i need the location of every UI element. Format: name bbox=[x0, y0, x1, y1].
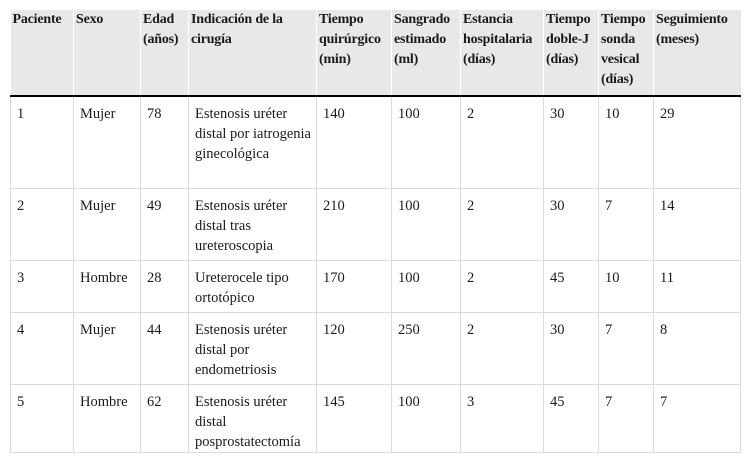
cell-estancia: 2 bbox=[461, 96, 544, 189]
header-seguimiento: Seguimiento (meses) bbox=[654, 10, 741, 96]
cell-sexo: Mujer bbox=[74, 313, 141, 385]
cell-edad: 28 bbox=[141, 261, 189, 313]
cell-sangrado: 100 bbox=[392, 261, 461, 313]
table-row bbox=[11, 261, 741, 313]
header-sangrado: Sangrado estimado (ml) bbox=[392, 10, 461, 96]
cell-tiempo-sonda: 7 bbox=[599, 313, 654, 385]
cell-paciente: 1 bbox=[11, 96, 74, 189]
patient-table-container bbox=[10, 10, 740, 453]
header-paciente: Paciente bbox=[11, 10, 74, 96]
cell-tiempo-doble-j: 30 bbox=[544, 313, 599, 385]
table-header-row bbox=[11, 10, 741, 96]
cell-edad: 44 bbox=[141, 313, 189, 385]
table-row bbox=[11, 385, 741, 453]
cell-edad: 78 bbox=[141, 96, 189, 189]
cell-tiempo-sonda: 7 bbox=[599, 189, 654, 261]
cell-paciente: 4 bbox=[11, 313, 74, 385]
cell-indicacion: Estenosis uréter distal por iatrogenia ginecológica bbox=[189, 96, 317, 189]
table-row bbox=[11, 189, 741, 261]
cell-indicacion: Estenosis uréter distal tras ureteroscopia bbox=[189, 189, 317, 261]
table-row bbox=[11, 96, 741, 189]
header-tiempo-quirurgico: Tiempo quirúrgico (min) bbox=[317, 10, 392, 96]
header-tiempo-sonda: Tiempo sonda vesical (días) bbox=[599, 10, 654, 96]
cell-sangrado: 100 bbox=[392, 385, 461, 453]
cell-sexo: Hombre bbox=[74, 385, 141, 453]
cell-sangrado: 100 bbox=[392, 189, 461, 261]
cell-seguimiento: 8 bbox=[654, 313, 741, 385]
cell-tiempo-doble-j: 45 bbox=[544, 261, 599, 313]
cell-seguimiento: 29 bbox=[654, 96, 741, 189]
cell-tiempo-doble-j: 30 bbox=[544, 96, 599, 189]
cell-sangrado: 250 bbox=[392, 313, 461, 385]
patient-table bbox=[10, 10, 741, 453]
cell-tiempo-quirurgico: 210 bbox=[317, 189, 392, 261]
cell-tiempo-doble-j: 45 bbox=[544, 385, 599, 453]
cell-tiempo-quirurgico: 170 bbox=[317, 261, 392, 313]
cell-paciente: 5 bbox=[11, 385, 74, 453]
cell-seguimiento: 7 bbox=[654, 385, 741, 453]
cell-tiempo-quirurgico: 140 bbox=[317, 96, 392, 189]
cell-tiempo-doble-j: 30 bbox=[544, 189, 599, 261]
cell-indicacion: Ureterocele tipo ortotópico bbox=[189, 261, 317, 313]
header-indicacion: Indicación de la cirugía bbox=[189, 10, 317, 96]
header-sexo: Sexo bbox=[74, 10, 141, 96]
table-row bbox=[11, 313, 741, 385]
cell-edad: 49 bbox=[141, 189, 189, 261]
cell-seguimiento: 14 bbox=[654, 189, 741, 261]
cell-tiempo-sonda: 10 bbox=[599, 96, 654, 189]
cell-indicacion: Estenosis uréter distal por endometriosis bbox=[189, 313, 317, 385]
cell-estancia: 2 bbox=[461, 261, 544, 313]
cell-estancia: 3 bbox=[461, 385, 544, 453]
header-edad: Edad (años) bbox=[141, 10, 189, 96]
cell-estancia: 2 bbox=[461, 189, 544, 261]
cell-sexo: Mujer bbox=[74, 189, 141, 261]
cell-sexo: Mujer bbox=[74, 96, 141, 189]
cell-tiempo-quirurgico: 145 bbox=[317, 385, 392, 453]
cell-indicacion: Estenosis uréter distal posprostatectomía bbox=[189, 385, 317, 453]
cell-sexo: Hombre bbox=[74, 261, 141, 313]
cell-tiempo-sonda: 7 bbox=[599, 385, 654, 453]
cell-tiempo-quirurgico: 120 bbox=[317, 313, 392, 385]
cell-paciente: 3 bbox=[11, 261, 74, 313]
cell-tiempo-sonda: 10 bbox=[599, 261, 654, 313]
cell-estancia: 2 bbox=[461, 313, 544, 385]
cell-seguimiento: 11 bbox=[654, 261, 741, 313]
cell-edad: 62 bbox=[141, 385, 189, 453]
header-tiempo-doble-j: Tiempo doble-J (días) bbox=[544, 10, 599, 96]
header-estancia: Estancia hospitalaria (días) bbox=[461, 10, 544, 96]
cell-paciente: 2 bbox=[11, 189, 74, 261]
cell-sangrado: 100 bbox=[392, 96, 461, 189]
